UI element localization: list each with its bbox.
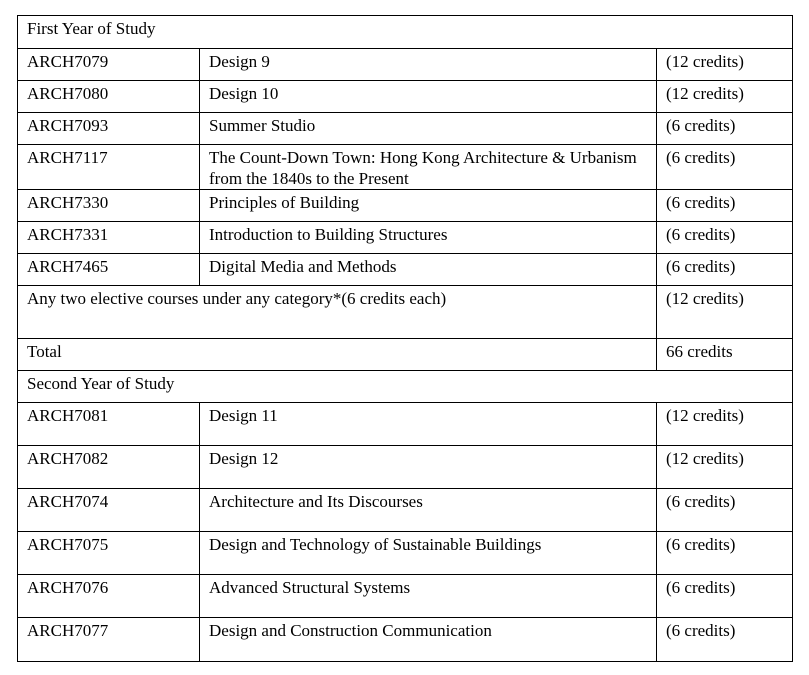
course-title: The Count-Down Town: Hong Kong Architecture & Urbanism from the 1840s to the Present <box>200 145 657 190</box>
course-code: ARCH7093 <box>18 113 200 145</box>
course-title: Design 10 <box>200 81 657 113</box>
table-row <box>18 575 793 618</box>
first-year-heading-row <box>18 16 793 49</box>
elective-row <box>18 286 793 339</box>
course-credits: (12 credits) <box>657 81 793 113</box>
course-credits: (12 credits) <box>657 49 793 81</box>
course-credits: (6 credits) <box>657 145 793 190</box>
first-year-heading: First Year of Study <box>18 16 793 49</box>
course-code: ARCH7077 <box>18 618 200 662</box>
course-title: Design 11 <box>200 403 657 446</box>
course-credits: (6 credits) <box>657 489 793 532</box>
course-title: Architecture and Its Discourses <box>200 489 657 532</box>
course-title: Design 12 <box>200 446 657 489</box>
elective-credits: (12 credits) <box>657 286 793 339</box>
total-credits: 66 credits <box>657 339 793 371</box>
course-code: ARCH7080 <box>18 81 200 113</box>
course-code: ARCH7082 <box>18 446 200 489</box>
course-credits: (6 credits) <box>657 532 793 575</box>
total-label: Total <box>18 339 657 371</box>
course-title: Design and Technology of Sustainable Buildings <box>200 532 657 575</box>
course-code: ARCH7331 <box>18 222 200 254</box>
course-credits: (6 credits) <box>657 575 793 618</box>
table-row <box>18 532 793 575</box>
table-row <box>18 222 793 254</box>
course-title: Design 9 <box>200 49 657 81</box>
second-year-heading-row <box>18 371 793 403</box>
course-credits: (6 credits) <box>657 618 793 662</box>
course-code: ARCH7465 <box>18 254 200 286</box>
course-title: Design and Construction Communication <box>200 618 657 662</box>
course-credits: (6 credits) <box>657 254 793 286</box>
course-credits: (12 credits) <box>657 403 793 446</box>
course-code: ARCH7117 <box>18 145 200 190</box>
course-title: Advanced Structural Systems <box>200 575 657 618</box>
table-row <box>18 113 793 145</box>
table-row <box>18 145 793 190</box>
course-title: Digital Media and Methods <box>200 254 657 286</box>
course-title: Summer Studio <box>200 113 657 145</box>
course-code: ARCH7079 <box>18 49 200 81</box>
table-row <box>18 446 793 489</box>
course-credits: (6 credits) <box>657 222 793 254</box>
curriculum-table <box>17 15 793 662</box>
table-row <box>18 254 793 286</box>
elective-description: Any two elective courses under any category*(6 credits each) <box>18 286 657 339</box>
course-title: Introduction to Building Structures <box>200 222 657 254</box>
course-credits: (6 credits) <box>657 190 793 222</box>
table-row <box>18 489 793 532</box>
course-title: Principles of Building <box>200 190 657 222</box>
table-row <box>18 81 793 113</box>
course-code: ARCH7330 <box>18 190 200 222</box>
table-row <box>18 49 793 81</box>
second-year-heading: Second Year of Study <box>18 371 793 403</box>
table-row <box>18 618 793 662</box>
course-credits: (6 credits) <box>657 113 793 145</box>
table-row <box>18 190 793 222</box>
course-code: ARCH7074 <box>18 489 200 532</box>
course-code: ARCH7075 <box>18 532 200 575</box>
course-credits: (12 credits) <box>657 446 793 489</box>
total-row <box>18 339 793 371</box>
table-row <box>18 403 793 446</box>
course-code: ARCH7081 <box>18 403 200 446</box>
course-code: ARCH7076 <box>18 575 200 618</box>
